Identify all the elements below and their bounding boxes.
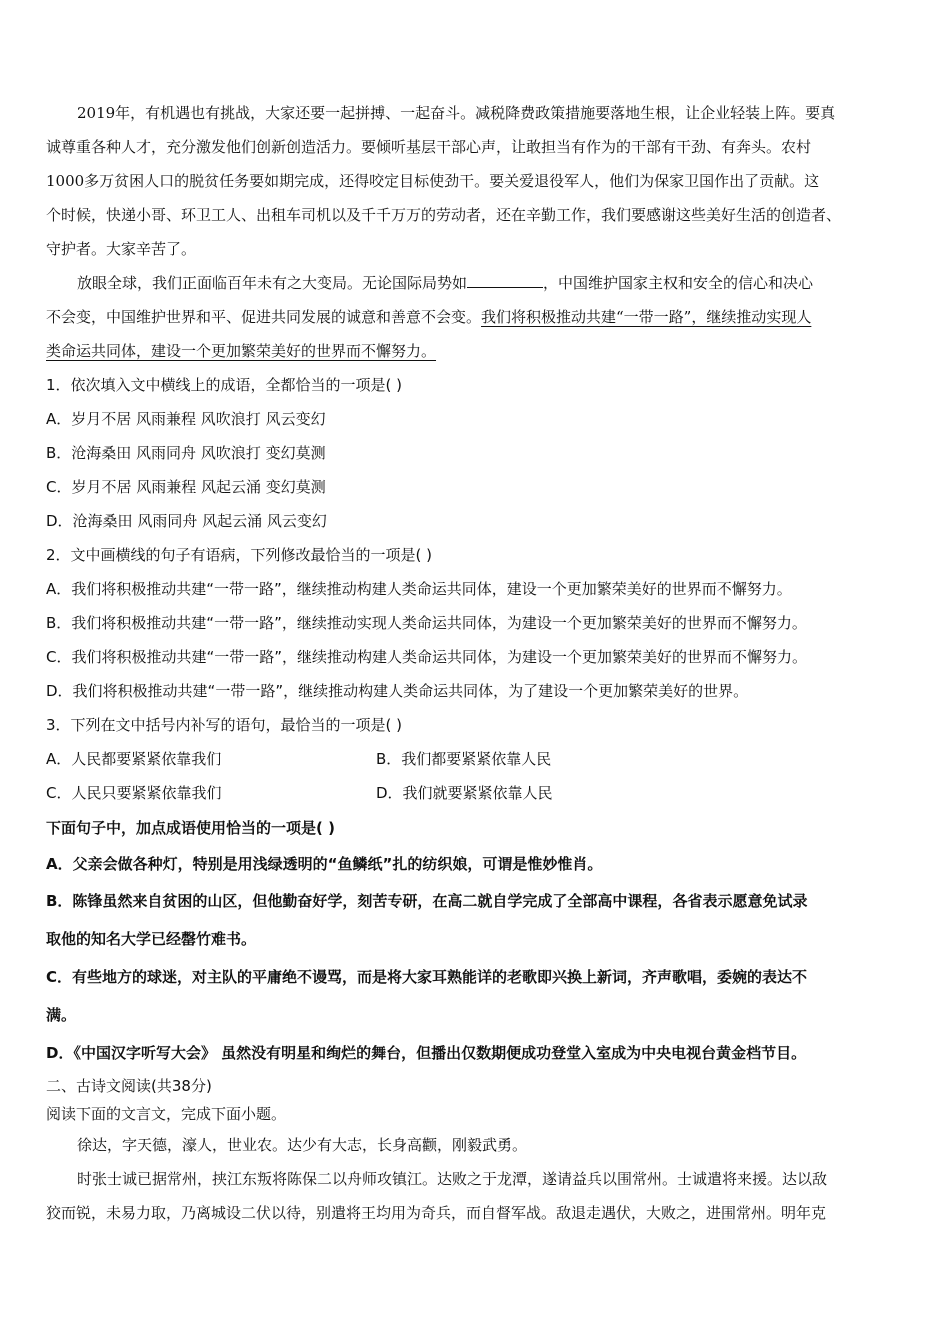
- classical-text-line: 狡而锐，未易力取，乃离城设二伏以待，别遣将王均用为奇兵，而自督军战。敌退走遇伏，大败之，进围常州。明年克: [46, 1204, 827, 1222]
- option-c: C．有些地方的球迷，对主队的平庸绝不谩骂，而是将大家耳熟能详的老歌即兴换上新词，齐声歌唱，委婉的表达不: [46, 968, 808, 986]
- option-a: A．人民都要紧紧依靠我们: [46, 750, 222, 768]
- passage-text: 放眼全球，我们正面临百年未有之大变局。无论国际局势如: [77, 274, 468, 292]
- option-b-continued: 取他的知名大学已经罄竹难书。: [46, 930, 257, 948]
- passage-text: ，中国维护国家主权和安全的信心和决心: [543, 274, 814, 292]
- option-d: D．沧海桑田 风雨同舟 风起云涌 风云变幻: [46, 512, 327, 530]
- classical-text-line: 时张士诚已据常州，挟江东叛将陈保二以舟师攻镇江。达败之于龙潭，遂请益兵以围常州。士诚遣将来援。达以敌: [77, 1170, 828, 1188]
- option-row: [46, 742, 908, 776]
- option-d: D．我们将积极推动共建“一带一路”，继续推动构建人类命运共同体，为了建设一个更加繁荣美好的世界。: [46, 682, 749, 700]
- option-c-continued: 满。: [46, 1006, 77, 1024]
- section-instruction: 阅读下面的文言文，完成下面小题。: [46, 1105, 287, 1123]
- passage-text: 不会变，中国维护世界和平、促进共同发展的诚意和善意不会变。: [46, 308, 482, 326]
- section-heading: 二、古诗文阅读(共38分): [46, 1077, 212, 1095]
- underlined-sentence: 类命运共同体，建设一个更加繁荣美好的世界而不懈努力。: [46, 342, 437, 360]
- option-b: B．沧海桑田 风雨同舟 风吹浪打 变幻莫测: [46, 444, 326, 462]
- question-stem: 2．文中画横线的句子有语病，下列修改最恰当的一项是( ): [46, 546, 433, 564]
- passage-line: 2019年，有机遇也有挑战，大家还要一起拼搏、一起奋斗。减税降费政策措施要落地生根，让企业轻装上阵。要真: [77, 104, 836, 122]
- passage-line: [46, 266, 908, 300]
- passage-line: 守护者。大家辛苦了。: [46, 240, 197, 258]
- passage-line: [46, 334, 908, 368]
- option-c: C．我们将积极推动共建“一带一路”，继续推动构建人类命运共同体，为建设一个更加繁荣美好的世界而不懈努力。: [46, 648, 808, 666]
- passage-line: 诚尊重各种人才，充分激发他们创新创造活力。要倾听基层干部心声，让敢担当有作为的干部有干劲、有奔头。农村: [46, 138, 812, 156]
- option-a: A．岁月不居 风雨兼程 风吹浪打 风云变幻: [46, 410, 326, 428]
- fill-blank: [467, 273, 543, 288]
- option-d: D．我们就要紧紧依靠人民: [376, 784, 553, 802]
- passage-line: [46, 300, 908, 334]
- option-a: A．父亲会做各种灯，特别是用浅绿透明的“鱼鳞纸”扎的纺织娘，可谓是惟妙惟肖。: [46, 855, 603, 873]
- option-d: D．《中国汉字听写大会》 虽然没有明星和绚烂的舞台，但播出仅数期便成功登堂入室成为中央电视台黄金档节目。: [46, 1044, 807, 1062]
- option-row: [46, 776, 908, 810]
- passage-line: 个时候，快递小哥、环卫工人、出租车司机以及千千万万的劳动者，还在辛勤工作，我们要感谢这些美好生活的创造者、: [46, 206, 842, 224]
- option-c: C．人民只要紧紧依靠我们: [46, 784, 222, 802]
- option-b: B．陈锋虽然来自贫困的山区，但他勤奋好学，刻苦专研，在高二就自学完成了全部高中课程，各省表示愿意免试录: [46, 892, 808, 910]
- option-c: C．岁月不居 风雨兼程 风起云涌 变幻莫测: [46, 478, 326, 496]
- question-stem: 3．下列在文中括号内补写的语句，最恰当的一项是( ): [46, 716, 403, 734]
- option-a: A．我们将积极推动共建“一带一路”，继续推动构建人类命运共同体，建设一个更加繁荣美好的世界而不懈努力。: [46, 580, 792, 598]
- document-page: [46, 96, 908, 1230]
- option-b: B．我们将积极推动共建“一带一路”，继续推动实现人类命运共同体，为建设一个更加繁荣美好的世界而不懈努力。: [46, 614, 807, 632]
- passage-line: 1000多万贫困人口的脱贫任务要如期完成，还得咬定目标使劲干。要关爱退役军人，他们为保家卫国作出了贡献。这: [46, 172, 820, 190]
- question-stem: 1．依次填入文中横线上的成语，全都恰当的一项是( ): [46, 376, 403, 394]
- classical-text-line: 徐达，字天德，濠人，世业农。达少有大志，长身高颧，刚毅武勇。: [77, 1136, 528, 1154]
- option-b: B．我们都要紧紧依靠人民: [376, 750, 552, 768]
- underlined-sentence: 我们将积极推动共建“一带一路”，继续推动实现人: [481, 308, 812, 326]
- question-stem: 下面句子中，加点成语使用恰当的一项是( ): [46, 819, 335, 837]
